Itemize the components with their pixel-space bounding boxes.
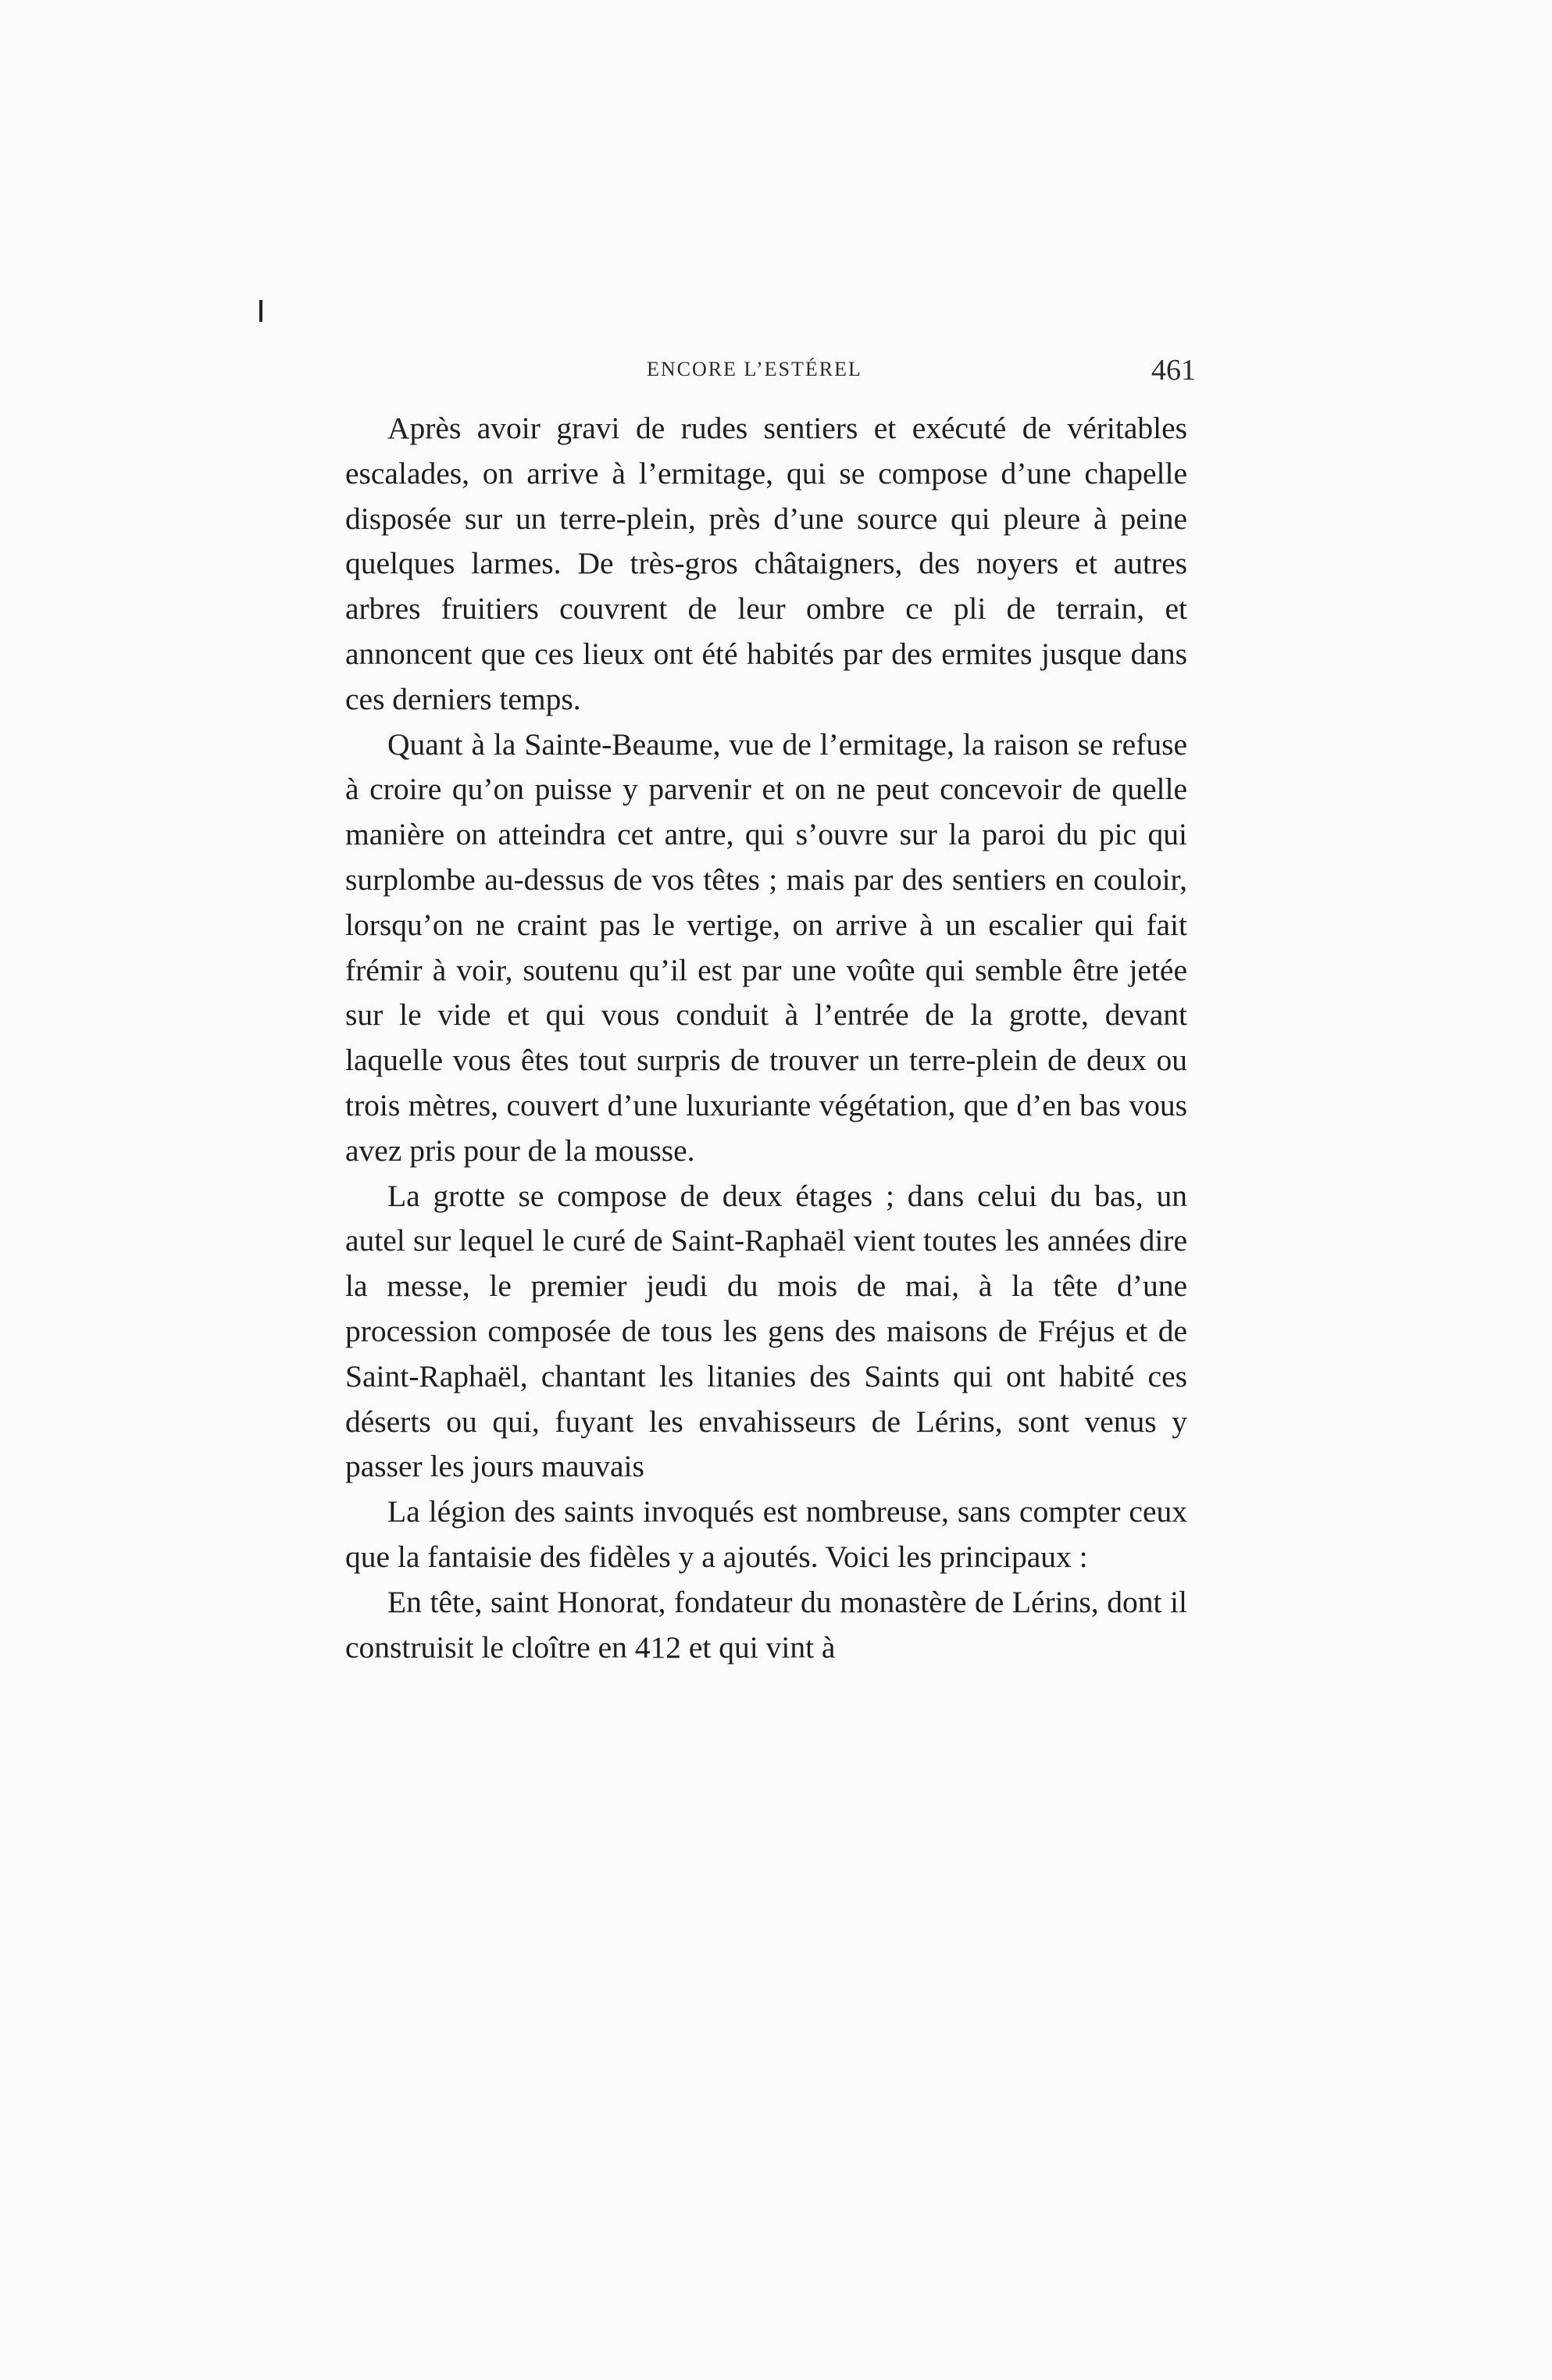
page-number: 461	[1151, 354, 1196, 387]
paragraph-saint-honorat: En tête, saint Honorat, fondateur du monastère de Lérins, dont il construisit le cloître en 412 et qui vint à	[345, 1584, 1187, 1665]
body-text	[345, 406, 1187, 1670]
margin-mark	[259, 300, 262, 322]
paragraph-legion-saints: La légion des saints invoqués est nombreuse, sans compter ceux que la fantaisie des fidèles y a ajoutés. Voici les principaux :	[345, 1494, 1187, 1574]
running-head	[0, 353, 1552, 392]
paragraph-ermitage: Après avoir gravi de rudes sentiers et exécuté de véritables escalades, on arrive à l’ermitage, qui se compose d’une chapelle disposée sur un terre-plein, près d’une source qui pleure à peine quelques larmes. De très-gros châtaigners, des noyers et autres arbres fruitiers couvrent de leur ombre ce pli de terrain, et annoncent que ces lieux ont été habités par des ermites jusque dans ces derniers temps.	[345, 411, 1187, 716]
running-title: ENCORE L’ESTÉREL	[647, 358, 862, 380]
paragraph-sainte-beaume: Quant à la Sainte-Beaume, vue de l’ermitage, la raison se refuse à croire qu’on puisse y parvenir et on ne peut concevoir de quelle manière on atteindra cet antre, qui s’ouvre sur la paroi du pic qui surplombe au-dessus de vos têtes ; mais par des sentiers en couloir, lorsqu’on ne craint pas le vertige, on arrive à un escalier qui fait frémir à voir, soutenu qu’il est par une voûte qui semble être jetée sur le vide et qui vous conduit à l’entrée de la grotte, devant laquelle vous êtes tout surpris de trouver un terre-plein de deux ou trois mètres, couvert d’une luxuriante végétation, que d’en bas vous avez pris pour de la mousse.	[345, 726, 1187, 1168]
paragraph-grotte: La grotte se compose de deux étages ; dans celui du bas, un autel sur lequel le curé de Saint-Raphaël vient toutes les années dire la messe, le premier jeudi du mois de mai, à la tête d’une procession composée de tous les gens des maisons de Fréjus et de Saint-Raphaël, chantant les litanies des Saints qui ont habité ces déserts ou qui, fuyant les envahisseurs de Lérins, sont venus y passer les jours mauvais	[345, 1178, 1187, 1484]
